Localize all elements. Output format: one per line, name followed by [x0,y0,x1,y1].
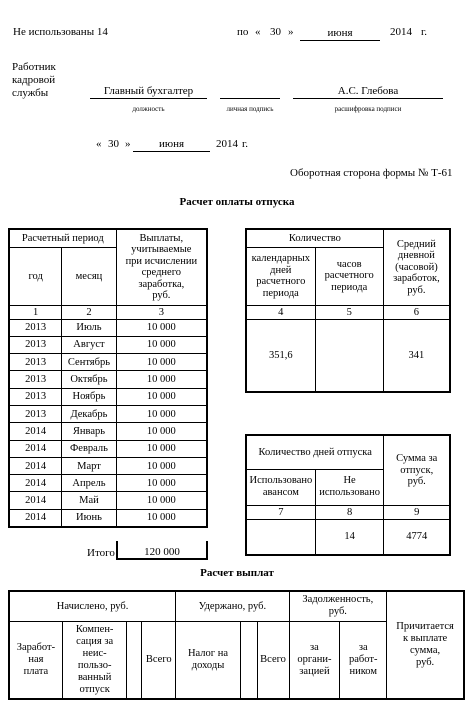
period-month-cell: Июль [62,319,116,336]
total-value: 120 000 [144,546,180,558]
unused-days-text: Не использованы 14 [13,26,108,38]
header-period: Расчетный период [9,229,116,247]
period-month-cell: Апрель [62,475,116,492]
header-sum: Сумма за отпуск, руб. [384,435,450,505]
period-row [9,440,207,457]
unused-value: 14 [315,519,384,555]
hr-label: Работник кадровой службы [12,61,56,99]
period-amount-cell: 10 000 [116,475,207,492]
header-debt-employee: за работ- ником [340,621,387,699]
vacation-days-table [245,434,451,556]
header-quantity: Количество [246,229,383,247]
period-year-cell: 2014 [9,509,62,526]
period-amount-cell: 10 000 [116,371,207,388]
header-debt-org: за органи- зацией [289,621,340,699]
period-month-cell: Май [62,492,116,509]
period-year-cell: 2013 [9,336,62,353]
period-row [9,457,207,474]
avg-value: 341 [383,319,450,392]
header-month: месяц [62,247,116,305]
col-num-3: 3 [116,305,207,319]
period-amount-cell: 10 000 [116,354,207,371]
caption-name: расшифровка подписи [334,105,402,113]
payments-title: Расчет выплат [200,567,274,579]
period-year-cell: 2014 [9,440,62,457]
col-num-8: 8 [315,505,384,519]
quote-close: » [288,26,294,38]
end-month: июня [327,27,353,39]
period-amount-cell: 10 000 [116,457,207,474]
period-table [8,228,208,528]
period-month-cell: Февраль [62,440,116,457]
period-row [9,354,207,371]
header-avg: Средний дневной (часовой) заработок, руб. [383,229,450,305]
period-year-cell: 2014 [9,475,62,492]
period-amount-cell: 10 000 [116,405,207,422]
period-amount-cell: 10 000 [116,492,207,509]
period-year-cell: 2013 [9,371,62,388]
sign-month: июня [158,138,185,150]
sign-day: 30 [108,138,119,150]
col-num-9: 9 [384,505,450,519]
sign-quote-close: » [125,138,131,150]
period-row [9,492,207,509]
header-used: Использовано авансом [246,469,315,505]
period-month-cell: Ноябрь [62,388,116,405]
header-payments: Выплаты, учитываемые при исчислении среднего заработка, руб. [116,229,207,305]
period-month-cell: Январь [62,423,116,440]
caption-signature: личная подпись [226,105,274,113]
period-year-cell: 2014 [9,457,62,474]
period-month-cell: Март [62,457,116,474]
sign-year: 2014 [216,138,238,150]
vacation-title: Расчет оплаты отпуска [179,196,295,208]
sign-year-suffix: г. [242,138,249,150]
period-row [9,319,207,336]
period-year-cell: 2013 [9,319,62,336]
period-row [9,509,207,526]
header-total-2: Всего [257,621,289,699]
period-amount-cell: 10 000 [116,319,207,336]
header-cal-days: календарных дней расчетного периода [246,247,315,305]
sign-quote-open: « [96,138,102,150]
period-month-cell: Декабрь [62,405,116,422]
period-year-cell: 2014 [9,492,62,509]
col-num-4: 4 [246,305,315,319]
period-month-cell: Август [62,336,116,353]
payments-table [8,590,465,700]
period-row [9,423,207,440]
by-label: по [237,26,249,38]
end-year: 2014 [390,26,412,38]
header-salary: Заработ- ная плата [9,621,62,699]
header-tax: Налог на доходы [176,621,241,699]
header-due: Причитается к выплате сумма, руб. [387,591,464,699]
header-empty-2 [240,621,257,699]
total-label: Итого [87,547,115,559]
period-year-cell: 2013 [9,388,62,405]
period-amount-cell: 10 000 [116,509,207,526]
header-year: год [9,247,62,305]
period-year-cell: 2013 [9,405,62,422]
period-amount-cell: 10 000 [116,423,207,440]
col-num-5: 5 [315,305,383,319]
end-day: 30 [270,26,281,38]
col-num-1: 1 [9,305,62,319]
period-row [9,371,207,388]
period-year-cell: 2014 [9,423,62,440]
period-row [9,405,207,422]
caption-position: должность [132,105,165,113]
used-value [246,519,315,555]
position-value: Главный бухгалтер [103,85,194,97]
header-total-1: Всего [142,621,176,699]
header-compensation: Компен- сация за неис- пользо- ванный отпуск [62,621,127,699]
period-row [9,388,207,405]
col-num-7: 7 [246,505,315,519]
period-row [9,475,207,492]
end-year-suffix: г. [421,26,428,38]
period-amount-cell: 10 000 [116,440,207,457]
period-month-cell: Сентябрь [62,354,116,371]
period-amount-cell: 10 000 [116,388,207,405]
period-month-cell: Июнь [62,509,116,526]
sum-value: 4774 [384,519,450,555]
header-withheld: Удержано, руб. [176,591,289,621]
period-amount-cell: 10 000 [116,336,207,353]
quantity-table [245,228,451,393]
header-accrued: Начислено, руб. [9,591,176,621]
hours-value [315,319,383,392]
period-row [9,336,207,353]
header-empty-1 [127,621,142,699]
period-month-cell: Октябрь [62,371,116,388]
period-year-cell: 2013 [9,354,62,371]
header-unused: Не использовано [315,469,384,505]
name-value: А.С. Глебова [337,85,399,97]
header-days: Количество дней отпуска [246,435,384,469]
header-hours: часов расчетного периода [315,247,383,305]
form-reverse-label: Оборотная сторона формы № Т-61 [290,167,453,179]
header-debt: Задолженность, руб. [289,591,387,621]
col-num-6: 6 [383,305,450,319]
quote-open: « [255,26,261,38]
cal-days-value: 351,6 [246,319,315,392]
col-num-2: 2 [62,305,116,319]
